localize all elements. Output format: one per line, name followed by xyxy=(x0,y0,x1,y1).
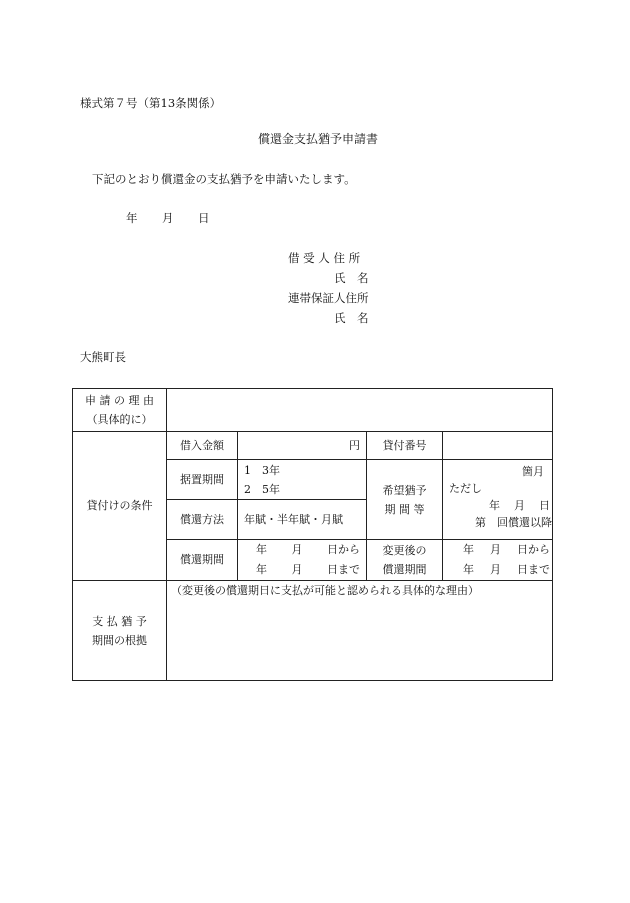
loan-conditions-label: 貸付けの条件 xyxy=(73,432,167,581)
addressee: 大熊町長 xyxy=(80,350,126,364)
guarantor-address-label: 連帯保証人住所 xyxy=(288,291,369,305)
reason-row xyxy=(73,389,553,432)
repayment-method-options[interactable]: 年賦・半年賦・月賦 xyxy=(238,500,367,540)
repayment-period-label: 償還期間 xyxy=(167,540,238,581)
repayment-period-from: 年 月 日から xyxy=(256,543,360,556)
desired-installment: 第 回償還以降 xyxy=(475,516,552,529)
basis-field[interactable] xyxy=(167,581,553,681)
borrower-name-label: 氏 名 xyxy=(334,271,369,285)
desired-months: 箇月 xyxy=(522,465,544,478)
repayment-period-field[interactable] xyxy=(238,540,367,581)
desired-date: 年 月 日 xyxy=(489,499,550,512)
date-month[interactable]: 月 xyxy=(162,211,174,225)
deferral-form-table xyxy=(72,388,553,681)
loan-amount-label: 借入金額 xyxy=(167,432,238,460)
desired-deferral-label: 希望猶予 期 間 等 xyxy=(367,460,443,540)
changed-period-to: 年 月 日まで xyxy=(463,563,550,576)
loan-amount-row xyxy=(73,432,553,460)
basis-note: （変更後の償還期日に支払が可能と認められる具体的な理由） xyxy=(171,584,479,597)
loan-amount-field[interactable] xyxy=(238,432,367,460)
yen-unit: 円 xyxy=(349,438,360,452)
reason-field[interactable] xyxy=(167,389,553,432)
form-number: 様式第７号（第13条関係） xyxy=(80,96,222,110)
guarantor-name-label: 氏 名 xyxy=(334,311,369,325)
grace-period-options xyxy=(238,460,367,500)
repayment-period-to: 年 月 日まで xyxy=(256,563,360,576)
grace-period-label: 据置期間 xyxy=(167,460,238,500)
changed-period-label: 変更後の 償還期間 xyxy=(367,540,443,581)
grace-option-3yr[interactable]: 1 3年 xyxy=(244,463,280,477)
date-year[interactable]: 年 xyxy=(126,211,138,225)
desired-deferral-field[interactable] xyxy=(443,460,553,540)
loan-number-label: 貸付番号 xyxy=(367,432,443,460)
borrower-address-label: 借 受 人 住 所 xyxy=(288,251,361,265)
intro-text: 下記のとおり償還金の支払猶予を申請いたします。 xyxy=(92,172,356,186)
changed-period-field[interactable] xyxy=(443,540,553,581)
date-day[interactable]: 日 xyxy=(198,211,210,225)
document-title: 償還金支払猶予申請書 xyxy=(258,132,379,146)
desired-proviso: ただし xyxy=(449,482,482,495)
basis-label: 支 払 猶 予 期間の根拠 xyxy=(73,581,167,681)
reason-label: 申 請 の 理 由 （具体的に） xyxy=(73,389,167,432)
changed-period-from: 年 月 日から xyxy=(463,543,550,556)
basis-row xyxy=(73,581,553,681)
grace-option-5yr[interactable]: 2 5年 xyxy=(244,482,280,496)
loan-number-field[interactable] xyxy=(443,432,553,460)
repayment-method-label: 償還方法 xyxy=(167,500,238,540)
